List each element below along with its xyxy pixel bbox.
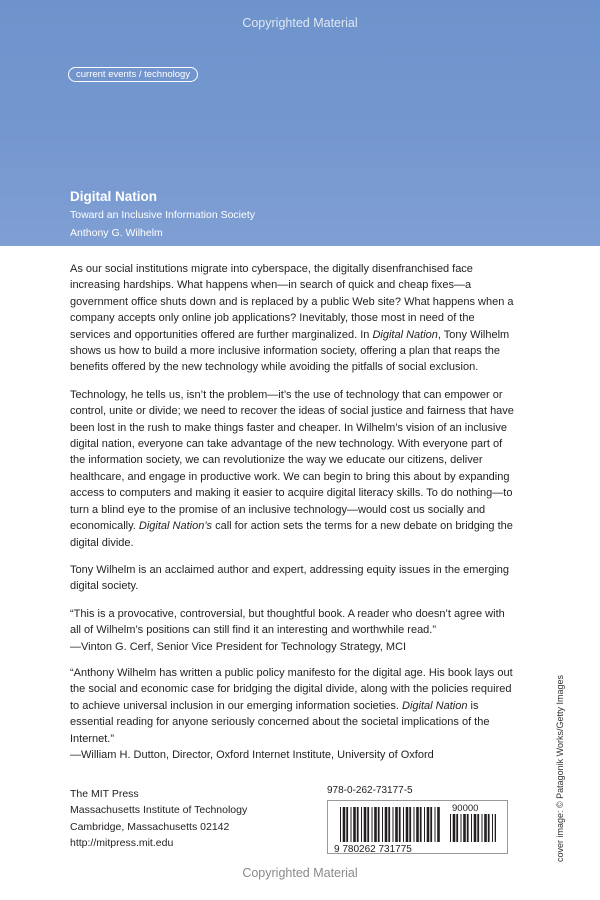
publisher-url: http://mitpress.mit.edu [70, 836, 174, 849]
barcode-bar [395, 807, 398, 842]
barcode-bar [461, 814, 462, 842]
barcode-bar [416, 807, 419, 842]
book-author: Anthony G. Wilhelm [70, 227, 163, 239]
barcode-bar [456, 814, 458, 842]
barcode-price-code: 90000 [452, 803, 479, 814]
barcode-bar [406, 807, 409, 842]
barcode-bar [453, 814, 456, 842]
barcode-bar [388, 807, 390, 842]
blurb-paragraph-1: As our social institutions migrate into cyberspace, the digitally disenfranchised face increasing hardships. What happens when—in search of quick and cheap fixes—a government office shuts down and is replaced by a public Web site? What happens when a company accepts only online job applications? Inevitably, those most in need of the services and opportunities offered are further marginalized. In Digital Nation, Tony Wilhelm shows us how to build a more inclusive information society, offering a plan that reaps the benefits offered by the new technology while avoiding the pitfalls of social exclusion. [70, 263, 514, 374]
barcode [327, 800, 508, 854]
barcode-digits: 9 780262 731775 [334, 844, 412, 855]
barcode-bar [361, 807, 362, 842]
blurb-paragraph-2: Technology, he tells us, isn’t the problem—it’s the use of technology that can empower or control, unite or divide; we need to recover the ideas of social justice and fairness that have been lost in the rush to make things faster and cheaper. In Wilhelm’s vision of an inclusive digital nation, everyone can take advantage of the new technology. With everyone part of the information society, we can revolutionize the way we educate our citizens, deliver healthcare, and engage in productive work. We can begin to bring this about by expanding access to computers and making it easier to acquire digital literacy skills. To do nothing—to turn a blind eye to the promise of an inclusive technology—would cost us socially and economically. Digital Nation’s call for action sets the terms for a new debate on bridging the digital divide. [70, 388, 514, 549]
watermark-bottom: Copyrighted Material [242, 866, 358, 880]
barcode-bar [340, 807, 341, 842]
barcode-bar [430, 807, 432, 842]
barcode-bar [435, 807, 436, 842]
barcode-bar [427, 807, 430, 842]
barcode-bar [399, 807, 401, 842]
barcode-bar [463, 814, 466, 842]
endorsement-cerf: “This is a provocative, controversial, but thoughtful book. A reader who doesn’t agree with all of Wilhelm’s positions can still find it an interesting and worthwhile read.” —Vinton G. Cerf, Senior Vice President for Technology Strategy, MCI [70, 607, 505, 653]
barcode-bars-addon [450, 814, 496, 842]
book-title: Digital Nation [70, 189, 157, 204]
barcode-bar [378, 807, 380, 842]
barcode-bar [409, 807, 411, 842]
publisher-city: Cambridge, Massachusetts 02142 [70, 820, 230, 833]
barcode-bar [467, 814, 469, 842]
barcode-bar [420, 807, 422, 842]
barcode-bar [424, 807, 425, 842]
watermark-top: Copyrighted Material [242, 16, 358, 30]
endorsement-dutton: “Anthony Wilhelm has written a public policy manifesto for the digital age. His book lays out the social and economic case for bridging the digital divide, along with the policies required to achieve universal inclusion in our emerging information societies. Digital Nation is essential reading for anyone seriously concerned about the societal implications of the Internet.” —William H. Dutton, Director, Oxford Internet Institute, University of Oxford [70, 666, 513, 761]
book-subtitle: Toward an Inclusive Information Society [70, 209, 256, 221]
barcode-bar [450, 814, 451, 842]
barcode-bar [488, 814, 490, 842]
barcode-bar [374, 807, 377, 842]
author-bio: Tony Wilhelm is an acclaimed author and expert, addressing equity issues in the emerging digital society. [70, 563, 510, 593]
blurb-text [70, 261, 515, 773]
publisher-block [70, 786, 247, 851]
barcode-bar [484, 814, 487, 842]
barcode-bar [367, 807, 369, 842]
publisher-name: The MIT Press [70, 788, 139, 800]
barcode-bar [403, 807, 404, 842]
barcode-bar [471, 814, 472, 842]
barcode-bar [364, 807, 367, 842]
barcode-bar [385, 807, 388, 842]
barcode-bar [372, 807, 373, 842]
barcode-bar [492, 814, 493, 842]
barcode-bar [343, 807, 346, 842]
publisher-institution: Massachusetts Institute of Technology [70, 804, 248, 817]
barcode-bar [393, 807, 394, 842]
barcode-bar [357, 807, 359, 842]
barcode-bar [346, 807, 348, 842]
barcode-bar [414, 807, 415, 842]
barcode-bar [495, 814, 496, 842]
barcode-bar [474, 814, 477, 842]
cover-image-credit: cover image: © Patagonik Works/Getty Images [555, 674, 565, 862]
barcode-bar [437, 807, 440, 842]
barcode-bar [482, 814, 483, 842]
barcode-bar [382, 807, 383, 842]
barcode-bar [353, 807, 356, 842]
category-label: current events / technology [68, 67, 198, 82]
isbn-number: 978-0-262-73177-5 [327, 785, 413, 796]
barcode-bars-main [340, 807, 440, 842]
barcode-bar [351, 807, 352, 842]
barcode-bar [477, 814, 479, 842]
barcode-graphic [328, 801, 509, 855]
